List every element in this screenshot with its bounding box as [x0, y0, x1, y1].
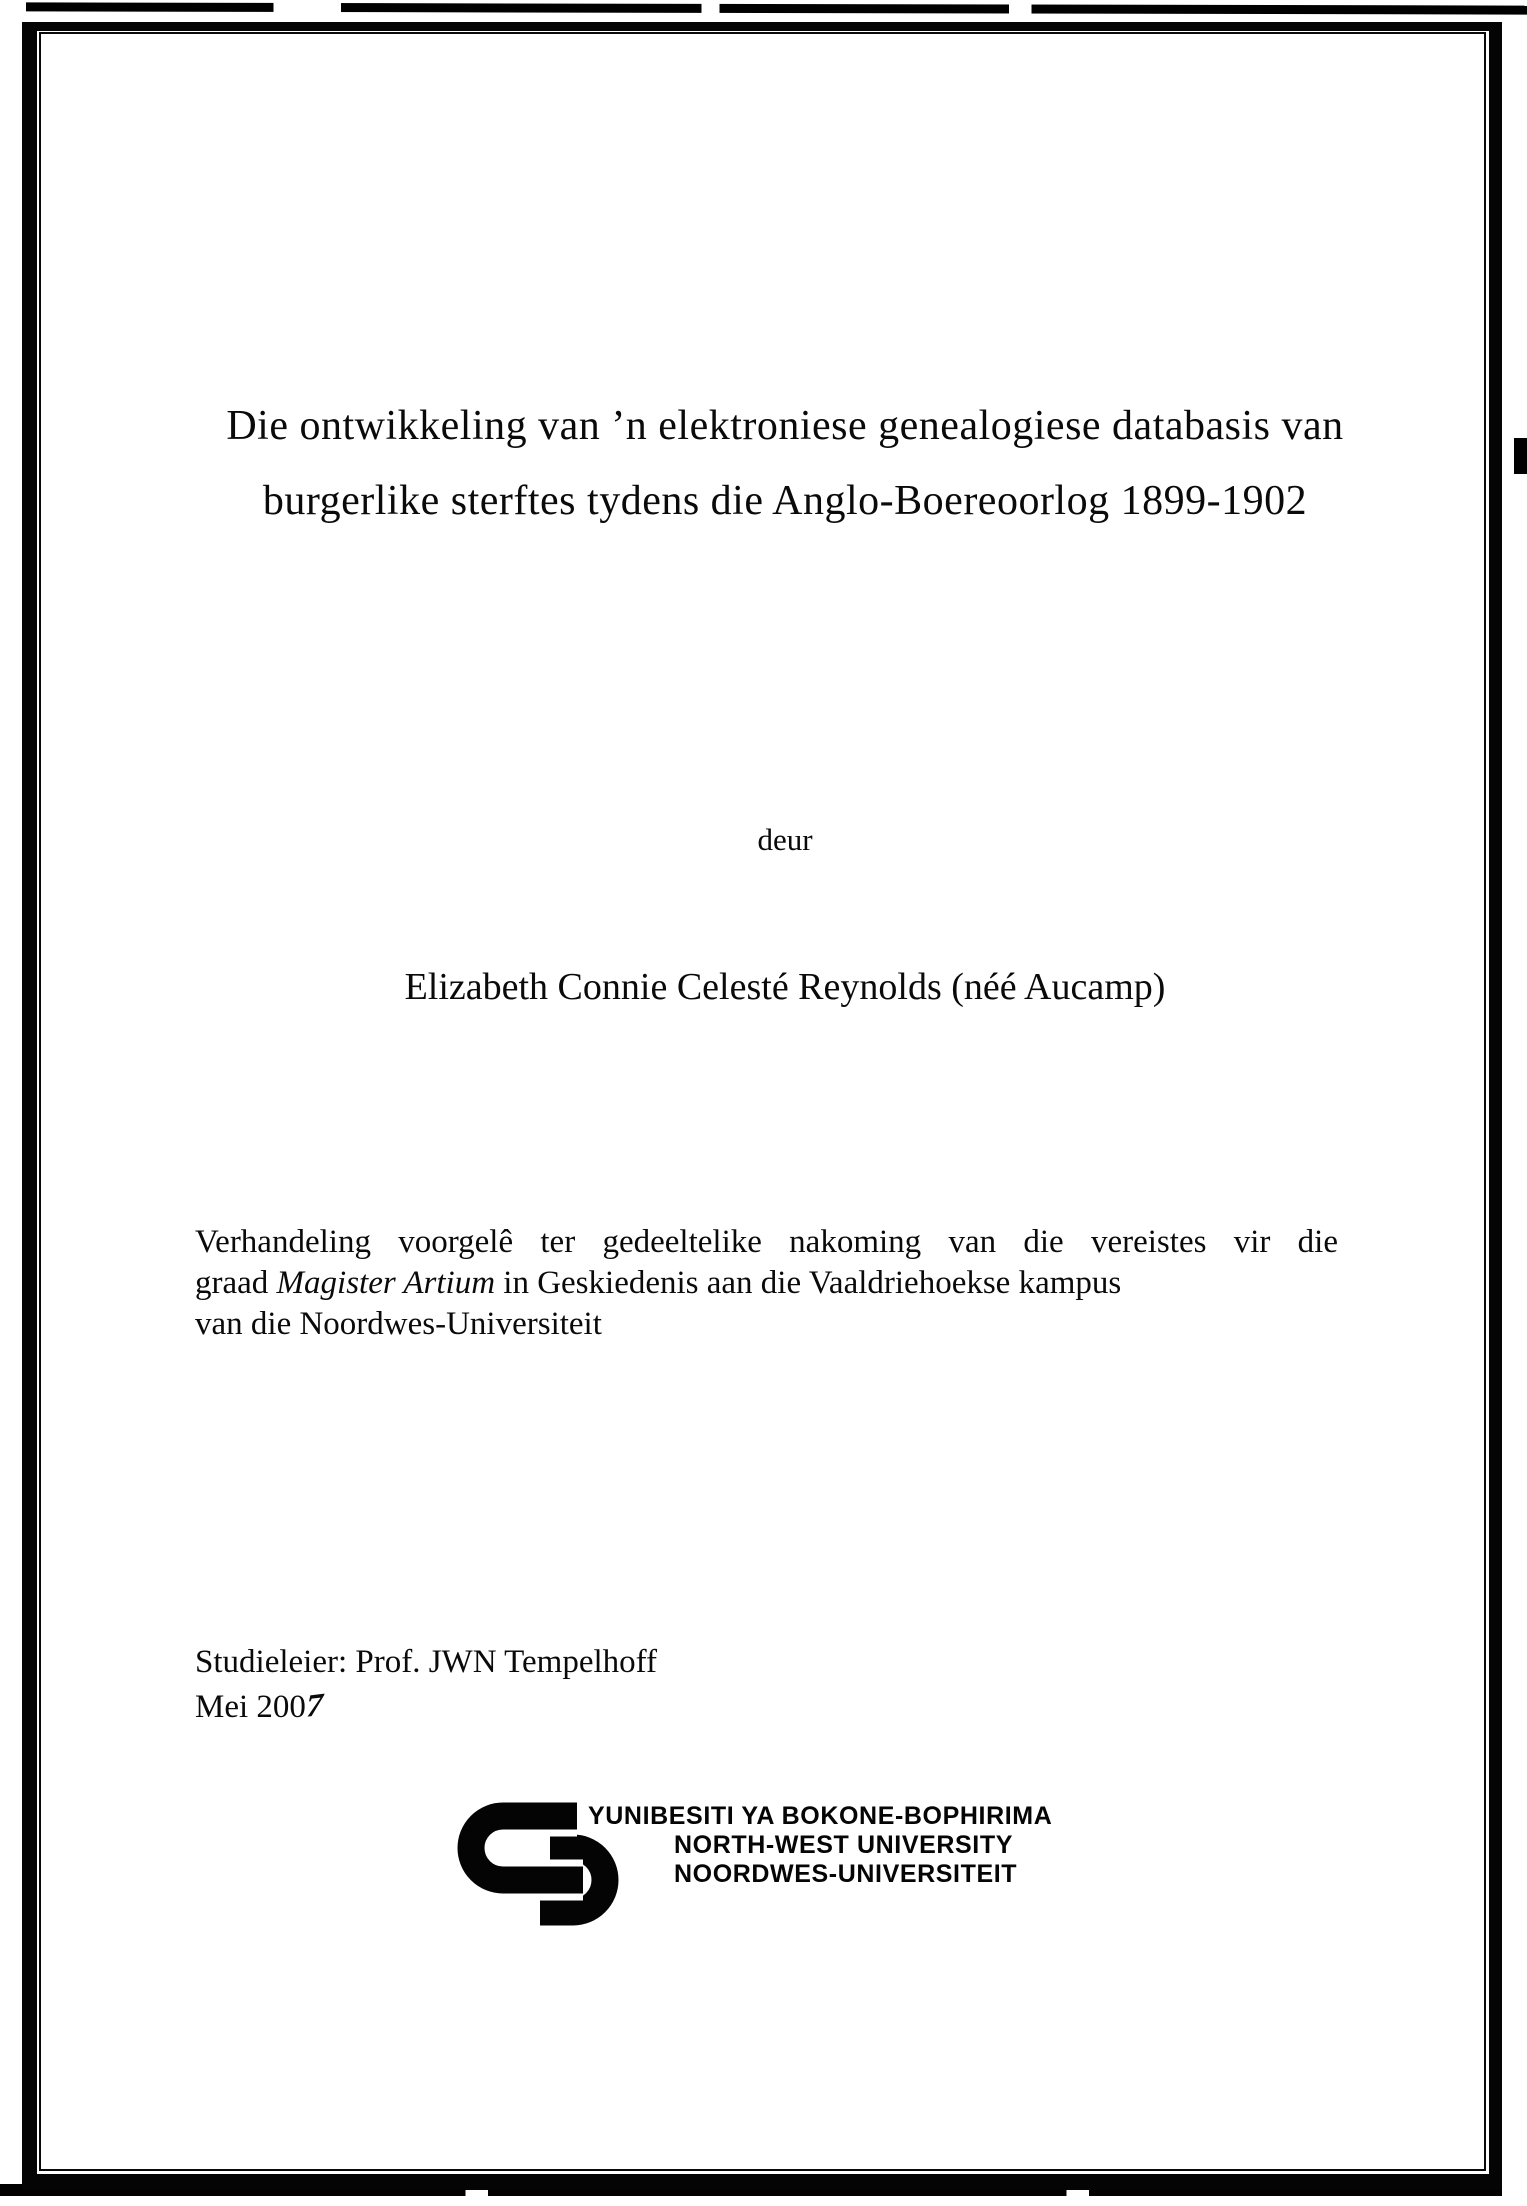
degree-statement-line3: van die Noordwes-Universiteit	[195, 1306, 602, 1342]
logo-text-english: NORTH-WEST UNIVERSITY	[674, 1831, 1013, 1859]
byline-deur: deur	[757, 822, 813, 857]
degree-statement-line1: Verhandeling voorgelê ter gedeeltelike nakoming van die vereistes vir die	[195, 1224, 1338, 1260]
date-last-digit: 7	[302, 1687, 327, 1725]
supervisor-block	[195, 1640, 657, 1730]
thesis-title	[195, 389, 1375, 539]
university-logo-text	[588, 1802, 1052, 1889]
thesis-title-line2: burgerlike sterftes tydens die Anglo-Boereoorlog 1899-1902	[262, 478, 1308, 524]
degree-statement	[195, 1222, 1338, 1345]
degree-statement-line2-suffix: in Geskiedenis aan die Vaaldriehoekse kampus	[495, 1265, 1122, 1301]
supervisor-line: Studieleier: Prof. JWN Tempelhoff	[195, 1644, 658, 1680]
logo-text-afrikaans: NOORDWES-UNIVERSITEIT	[674, 1860, 1018, 1888]
scan-edge-artifact-right	[1514, 438, 1527, 474]
date-line	[195, 1685, 657, 1730]
university-logo	[445, 1795, 1145, 1940]
degree-statement-line2-prefix: graad	[195, 1265, 277, 1301]
degree-statement-line2	[195, 1263, 1338, 1304]
thesis-title-line1: Die ontwikkeling van ’n elektroniese genealogiese databasis van	[226, 403, 1344, 449]
logo-text-setswana: YUNIBESITI YA BOKONE-BOPHIRIMA	[588, 1802, 1053, 1830]
degree-name-italic: Magister Artium	[276, 1265, 496, 1301]
date-line-prefix: Mei 200	[195, 1689, 306, 1725]
author-name: Elizabeth Connie Celesté Reynolds (néé Aucamp)	[404, 966, 1166, 1008]
